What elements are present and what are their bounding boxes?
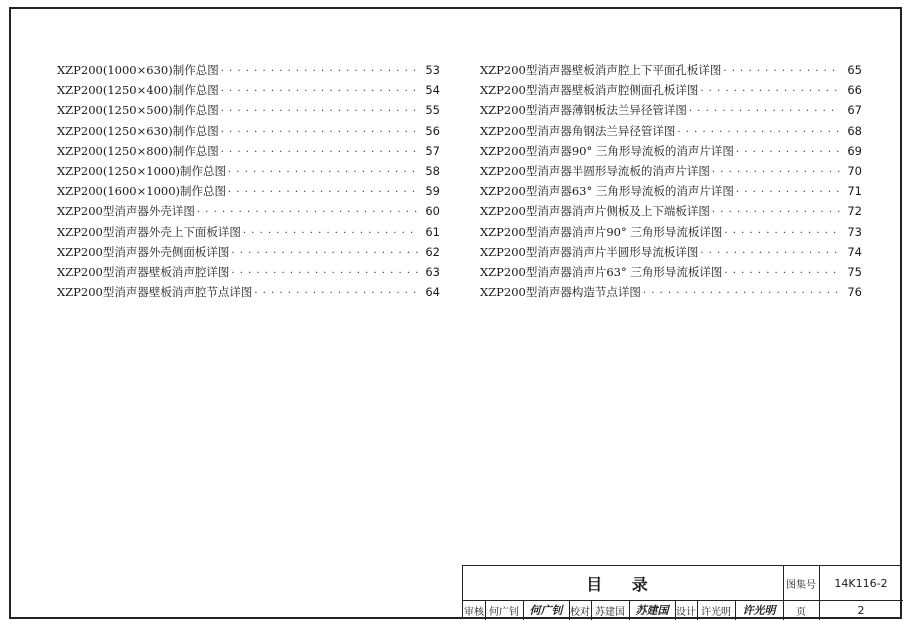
toc-entry [57, 60, 440, 80]
toc-leader-dots [228, 163, 418, 183]
toc-entry-title: XZP200(1250×400)制作总图 [57, 83, 219, 98]
title-block-title: 目 录 [586, 574, 660, 594]
toc-entry [480, 282, 862, 302]
toc-left-column [57, 60, 440, 302]
design-label: 设计 [676, 606, 696, 618]
toc-entry [57, 222, 440, 242]
toc-entry-title: XZP200型消声器角钢法兰异径管详图 [480, 123, 676, 138]
toc-entry-page: 67 [847, 103, 862, 118]
toc-leader-dots [643, 284, 840, 304]
toc-leader-dots [723, 62, 840, 82]
checker-name: 苏建国 [595, 606, 625, 618]
toc-leader-dots [700, 244, 840, 264]
toc-entry-page: 62 [425, 244, 440, 259]
page-label: 页 [796, 606, 806, 618]
toc-entry-title: XZP200型消声器壁板消声腔节点详图 [57, 285, 253, 300]
toc-entry-page: 71 [847, 184, 862, 199]
toc-leader-dots [677, 123, 840, 143]
designer-signature: 许光明 [742, 604, 776, 617]
toc-entry [480, 80, 862, 100]
toc-entry-page: 56 [425, 123, 440, 138]
toc-entry-title: XZP200型消声器构造节点详图 [480, 285, 641, 300]
toc-entry-title: XZP200型消声器壁板消声腔详图 [57, 264, 230, 279]
toc-entry-page: 65 [847, 63, 862, 77]
toc-entry-page: 54 [425, 83, 440, 98]
toc-entry-title: XZP200型消声器外壳详图 [57, 204, 195, 219]
toc-entry-page: 60 [425, 204, 440, 219]
toc-leader-dots [689, 102, 840, 122]
toc-entry-page: 74 [847, 244, 862, 259]
toc-leader-dots [700, 82, 840, 102]
toc-entry-page: 58 [425, 163, 440, 178]
toc-leader-dots [724, 224, 840, 244]
toc-entry-title: XZP200(1250×1000)制作总图 [57, 163, 227, 178]
toc-entry [480, 201, 862, 221]
toc-entry-title: XZP200型消声器壁板消声腔侧面孔板详图 [480, 83, 699, 98]
toc-entry [480, 222, 862, 242]
toc-leader-dots [228, 183, 418, 203]
toc-right-column [480, 60, 862, 302]
toc-entry-title: XZP200型消声器外壳上下面板详图 [57, 224, 241, 239]
toc-entry-page: 68 [847, 123, 862, 138]
page-number: 2 [857, 603, 865, 617]
toc-entry [57, 262, 440, 282]
toc-entry-title: XZP200(1250×630)制作总图 [57, 123, 219, 138]
toc-entry [57, 242, 440, 262]
toc-entry-title: XZP200型消声器壁板消声腔上下平面孔板详图 [480, 63, 722, 77]
title-block [462, 565, 902, 619]
toc-entry-title: XZP200型消声器外壳侧面板详图 [57, 244, 230, 259]
toc-leader-dots [243, 224, 418, 244]
toc-entry-title: XZP200(1250×800)制作总图 [57, 143, 219, 158]
toc-entry-title: XZP200(1000×630)制作总图 [57, 63, 219, 77]
toc-entry-page: 57 [425, 143, 440, 158]
toc-entry [57, 141, 440, 161]
toc-entry-title: XZP200(1600×1000)制作总图 [57, 184, 227, 199]
toc-leader-dots [712, 203, 840, 223]
toc-leader-dots [221, 62, 418, 82]
toc-leader-dots [736, 143, 840, 163]
toc-entry-title: XZP200型消声器消声片半圆形导流板详图 [480, 244, 699, 259]
toc-entry-page: 73 [847, 224, 862, 239]
toc-entry-page: 66 [847, 83, 862, 98]
toc-entry-page: 64 [425, 285, 440, 300]
toc-leader-dots [254, 284, 418, 304]
check-label: 校对 [570, 606, 590, 618]
toc-entry [480, 100, 862, 120]
checker-signature: 苏建国 [635, 604, 669, 617]
toc-entry-page: 75 [847, 264, 862, 279]
toc-entry-page: 61 [425, 224, 440, 239]
atlas-number: 14K116-2 [834, 576, 888, 590]
toc-leader-dots [231, 244, 418, 264]
toc-leader-dots [221, 123, 418, 143]
toc-entry-page: 69 [847, 143, 862, 158]
toc-entry [480, 242, 862, 262]
toc-entry [480, 262, 862, 282]
toc-entry [57, 121, 440, 141]
toc-entry [57, 100, 440, 120]
toc-entry-title: XZP200型消声器消声片侧板及上下端板详图 [480, 204, 710, 219]
toc-entry-title: XZP200型消声器薄钢板法兰异径管详图 [480, 103, 687, 118]
toc-entry-title: XZP200型消声器半圆形导流板的消声片详图 [480, 163, 710, 178]
toc-leader-dots [221, 143, 418, 163]
toc-leader-dots [724, 264, 840, 284]
toc-entry-page: 63 [425, 264, 440, 279]
toc-entry [57, 282, 440, 302]
toc-entry [480, 121, 862, 141]
toc-entry-page: 76 [847, 285, 862, 300]
toc-entry [57, 80, 440, 100]
toc-leader-dots [231, 264, 418, 284]
toc-entry-title: XZP200型消声器90° 三角形导流板的消声片详图 [480, 143, 734, 158]
toc-leader-dots [197, 203, 418, 223]
toc-entry [480, 161, 862, 181]
reviewer-signature: 何广钊 [529, 604, 563, 617]
toc-entry-title: XZP200(1250×500)制作总图 [57, 103, 219, 118]
toc-entry-page: 53 [425, 63, 440, 77]
toc-entry [480, 181, 862, 201]
toc-leader-dots [221, 102, 418, 122]
review-label: 审核 [464, 606, 484, 618]
toc-leader-dots [712, 163, 840, 183]
toc-entry [480, 141, 862, 161]
toc-entry-page: 72 [847, 204, 862, 219]
reviewer-name: 何广钊 [489, 606, 519, 618]
toc-entry-page: 59 [425, 184, 440, 199]
toc-leader-dots [736, 183, 840, 203]
toc-entry [57, 181, 440, 201]
toc-entry-title: XZP200型消声器消声片90° 三角形导流板详图 [480, 224, 723, 239]
toc-entry [57, 161, 440, 181]
toc-entry-page: 70 [847, 163, 862, 178]
designer-name: 许光明 [701, 606, 731, 618]
toc-entry-title: XZP200型消声器消声片63° 三角形导流板详图 [480, 264, 723, 279]
toc-entry [480, 60, 862, 80]
toc-entry-title: XZP200型消声器63° 三角形导流板的消声片详图 [480, 184, 734, 199]
toc-entry [57, 201, 440, 221]
toc-entry-page: 55 [425, 103, 440, 118]
toc-leader-dots [221, 82, 418, 102]
atlas-number-label: 图集号 [786, 579, 816, 591]
